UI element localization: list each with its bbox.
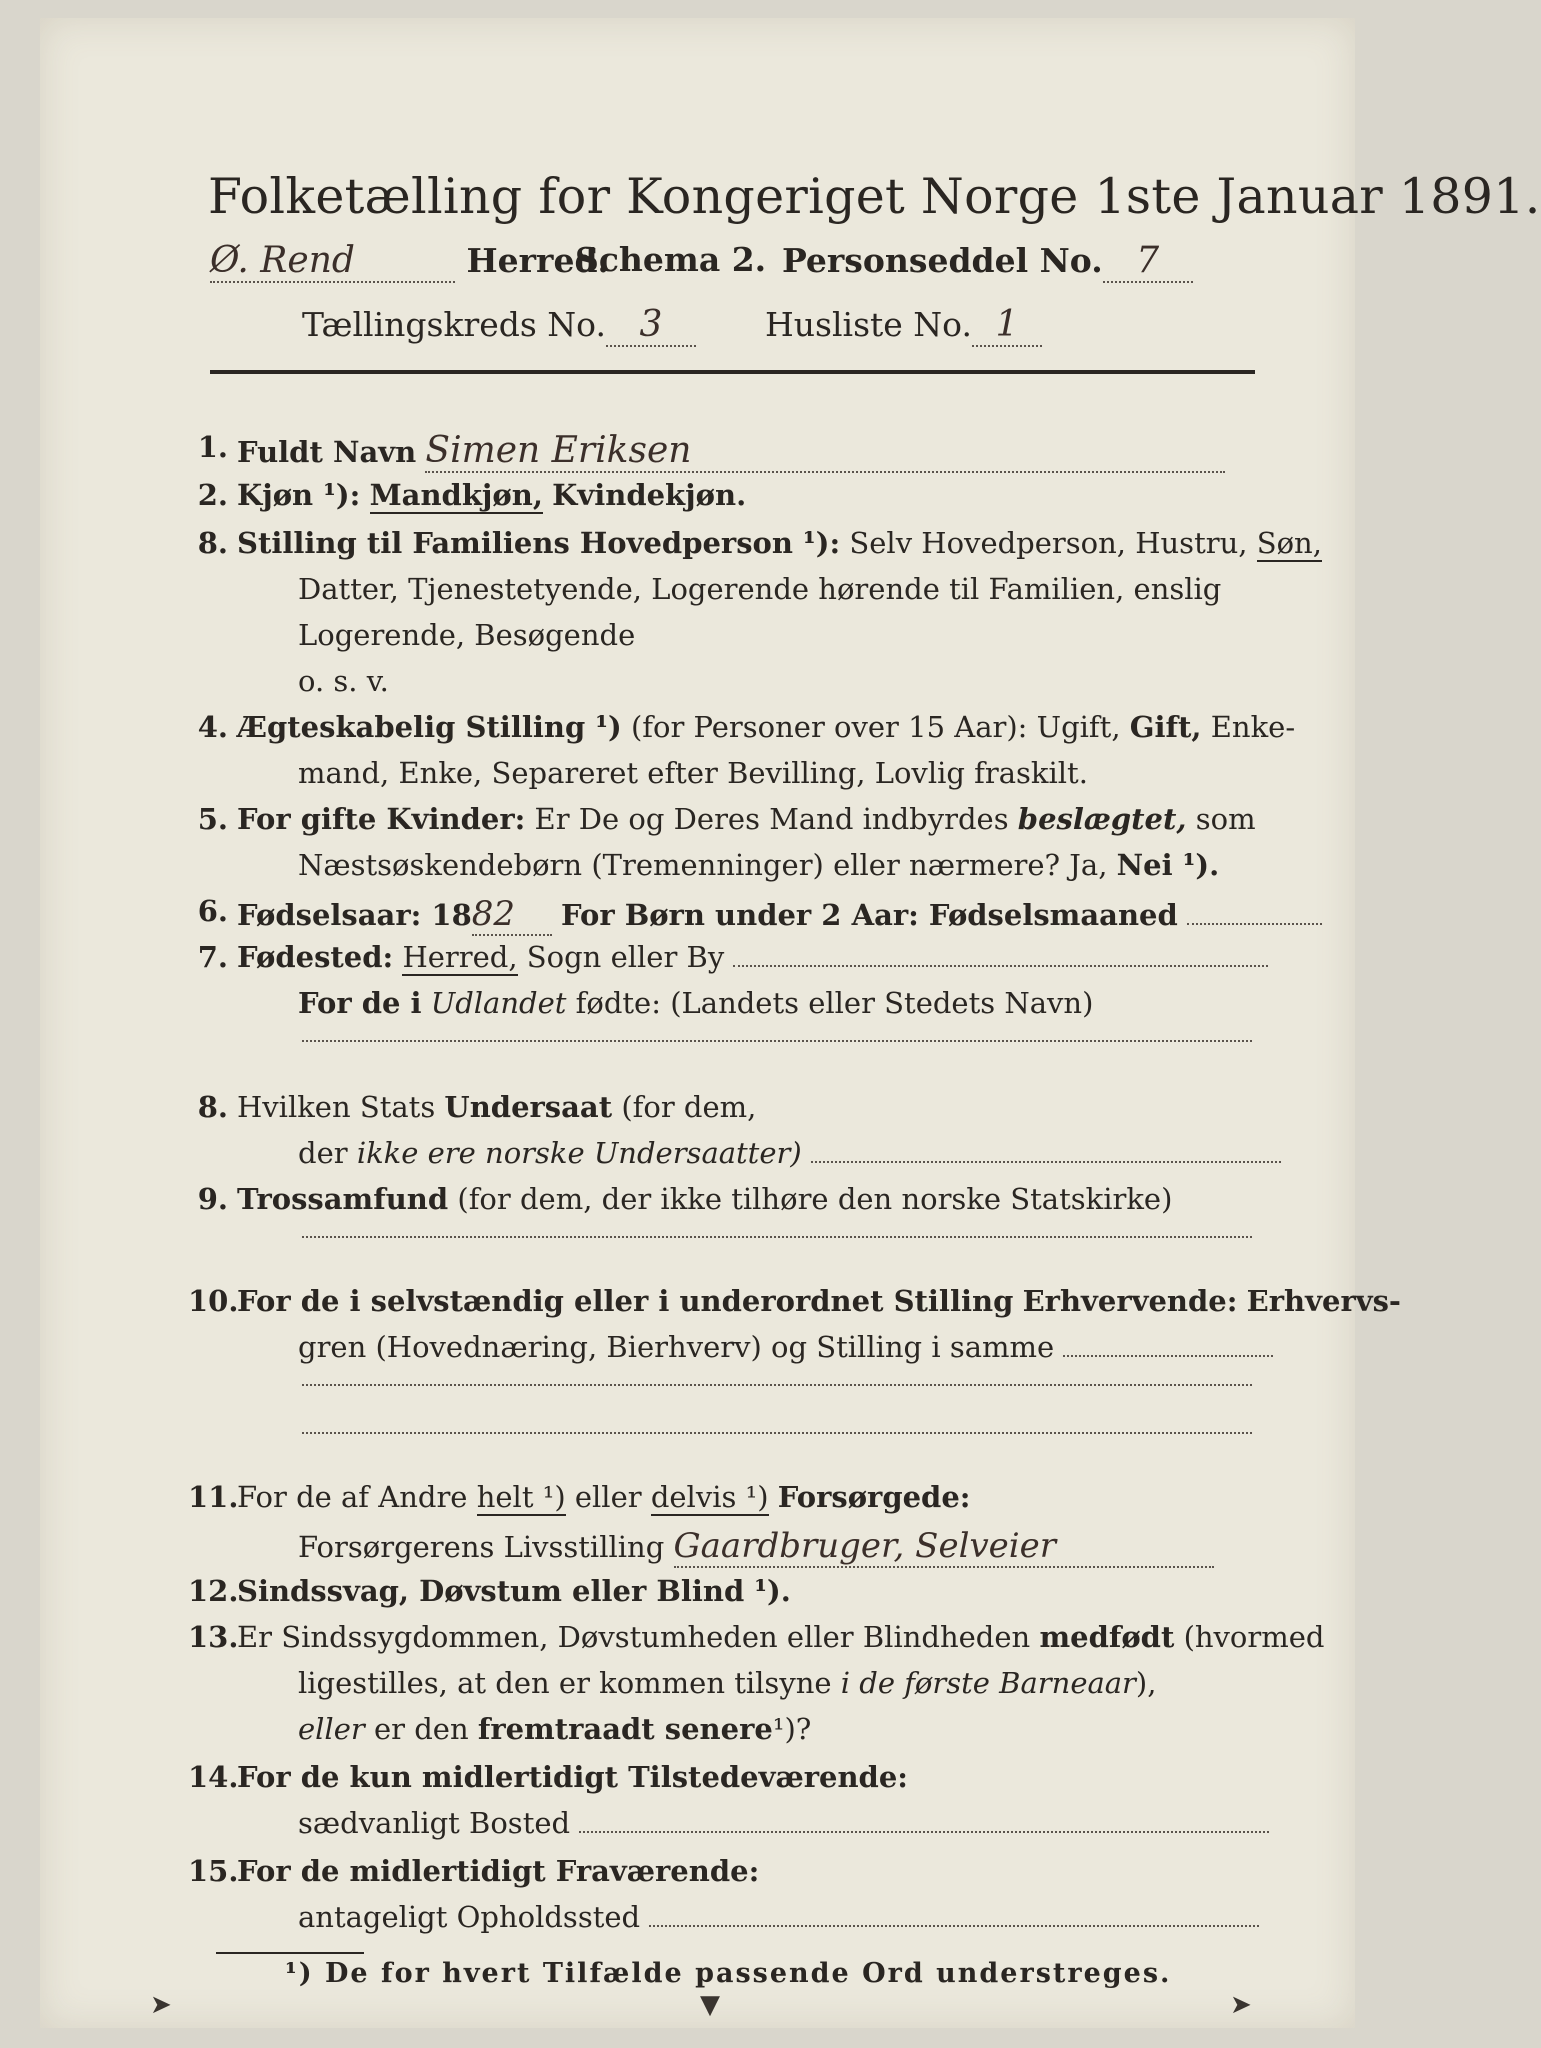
q10-line1: For de i selvstændig eller i underordnet Stilling Erhvervende: Erhvervs- bbox=[237, 1284, 1401, 1318]
q13-number: 13. bbox=[188, 1620, 239, 1654]
q3-line1: Stilling til Familiens Hovedperson ¹): Selv Hovedperson, Hustru, Søn, bbox=[237, 526, 1322, 560]
q15-number: 15. bbox=[188, 1854, 239, 1888]
schema-label: Schema 2. bbox=[575, 240, 767, 279]
kreds-field: Tællingskreds No. 3 bbox=[302, 304, 696, 347]
registration-mark-right: ➤ bbox=[1230, 1990, 1252, 2020]
q7-number: 7. bbox=[197, 940, 228, 974]
q14-line2: sædvanligt Bosted bbox=[298, 1806, 1269, 1840]
q6-row: Fødselsaar: 1882 For Børn under 2 Aar: Fødselsmaaned bbox=[237, 894, 1322, 936]
q11-number: 11. bbox=[188, 1480, 239, 1514]
q2-number: 2. bbox=[197, 478, 228, 512]
q14-line1: For de kun midlertidigt Tilstedeværende: bbox=[237, 1760, 908, 1794]
personseddel-field: Personseddel No. 7 bbox=[782, 240, 1193, 283]
q13-line1: Er Sindssygdommen, Døvstumheden eller Blindheden medfødt (hvormed bbox=[237, 1620, 1325, 1654]
header-rule bbox=[210, 370, 1255, 374]
q12-number: 12. bbox=[188, 1574, 239, 1608]
q9-number: 9. bbox=[197, 1182, 228, 1216]
q5-number: 5. bbox=[197, 802, 228, 836]
q10-number: 10. bbox=[188, 1284, 239, 1318]
q6-number: 6. bbox=[197, 894, 228, 928]
q4-number: 4. bbox=[197, 710, 228, 744]
herred-field: Ø. Rend Herred. bbox=[210, 240, 610, 281]
q3-line3: Logerende, Besøgende bbox=[298, 618, 636, 652]
q7-blank-line bbox=[302, 1040, 1252, 1042]
q15-line1: For de midlertidigt Fraværende: bbox=[237, 1854, 760, 1888]
registration-mark-left: ➤ bbox=[150, 1990, 172, 2020]
q2-row: Kjøn ¹): Mandkjøn, Kvindekjøn. bbox=[237, 478, 747, 512]
q3-number: 8. bbox=[197, 526, 228, 560]
q14-number: 14. bbox=[188, 1760, 239, 1794]
q3-line4: o. s. v. bbox=[298, 664, 389, 698]
q4-line1: Ægteskabelig Stilling ¹) (for Personer over 15 Aar): Ugift, Gift, Enke- bbox=[237, 710, 1296, 744]
census-form-sheet bbox=[40, 18, 1541, 2028]
husliste-field: Husliste No. 1 bbox=[765, 304, 1042, 347]
q8-line1: Hvilken Stats Undersaat (for dem, bbox=[237, 1090, 757, 1124]
registration-mark-center: ▼ bbox=[700, 1990, 720, 2020]
q10-blank-line-1 bbox=[302, 1384, 1252, 1386]
q11-line2: Forsørgerens Livsstilling Gaardbruger, Selveier bbox=[298, 1526, 1214, 1568]
q1-number: 1. bbox=[197, 430, 228, 464]
q9-blank-line bbox=[302, 1236, 1252, 1238]
q12-row: Sindssvag, Døvstum eller Blind ¹). bbox=[237, 1574, 791, 1608]
q8-number: 8. bbox=[197, 1090, 228, 1124]
q7-line1: Fødested: Herred, Sogn eller By bbox=[237, 940, 1268, 974]
q10-line2: gren (Hovednæring, Bierhverv) og Stilling i samme bbox=[298, 1330, 1273, 1364]
q3-line2: Datter, Tjenestetyende, Logerende hørende til Familien, enslig bbox=[298, 572, 1222, 606]
footnote-rule bbox=[216, 1952, 364, 1954]
q13-line3: eller er den fremtraadt senere¹)? bbox=[298, 1712, 812, 1746]
q13-line2: ligestilles, at den er kommen tilsyne i de første Barneaar), bbox=[298, 1666, 1157, 1700]
q1-row: Fuldt Navn Simen Eriksen bbox=[237, 430, 1225, 473]
q5-line1: For gifte Kvinder: Er De og Deres Mand indbyrdes beslægtet, som bbox=[237, 802, 1256, 836]
q10-blank-line-2 bbox=[302, 1432, 1252, 1434]
q4-line2: mand, Enke, Separeret efter Bevilling, Lovlig fraskilt. bbox=[298, 756, 1088, 790]
footnote: ¹) De for hvert Tilfælde passende Ord understreges. bbox=[285, 1958, 1172, 1989]
q9-line1: Trossamfund (for dem, der ikke tilhøre den norske Statskirke) bbox=[237, 1182, 1173, 1216]
q15-line2: antageligt Opholdssted bbox=[298, 1900, 1259, 1934]
form-title: Folketælling for Kongeriget Norge 1ste Januar 1891. bbox=[208, 168, 1541, 225]
q5-line2: Næstsøskendebørn (Tremenninger) eller nærmere? Ja, Nei ¹). bbox=[298, 848, 1220, 882]
q8-line2: der ikke ere norske Undersaatter) bbox=[298, 1136, 1281, 1170]
q11-line1: For de af Andre helt ¹) eller delvis ¹) Forsørgede: bbox=[237, 1480, 971, 1514]
q7-line2: For de i Udlandet fødte: (Landets eller Stedets Navn) bbox=[298, 986, 1094, 1020]
